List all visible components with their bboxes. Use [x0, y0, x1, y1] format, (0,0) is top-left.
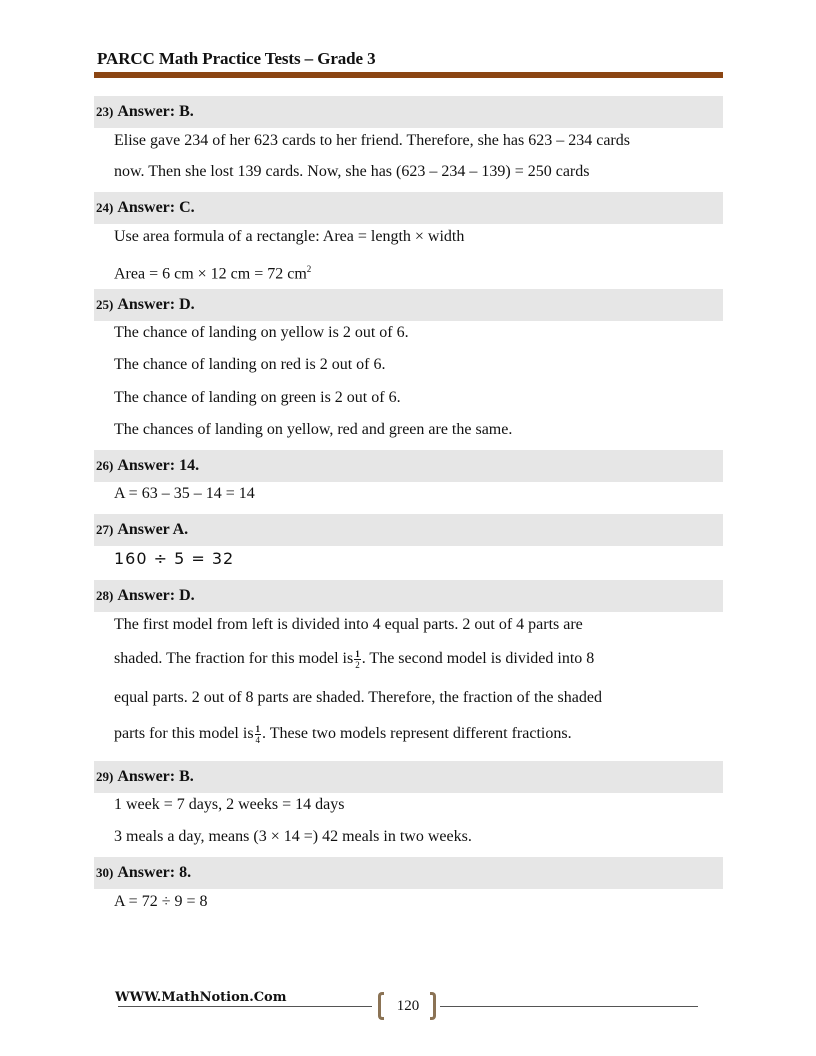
text-segment: . The second model is divided into 8 — [361, 650, 595, 668]
text-segment: . These two models represent different fractions. — [262, 725, 572, 743]
fraction-numerator: 1 — [355, 649, 360, 659]
answer-text-line — [114, 259, 311, 284]
superscript: 2 — [306, 264, 312, 274]
answer-label: Answer: C. — [117, 199, 195, 216]
footer-divider-right — [440, 1006, 698, 1007]
answer-label: Answer: B. — [117, 103, 194, 120]
answer-text-line: The chance of landing on yellow is 2 out of 6. — [114, 324, 409, 341]
page-number-bracket-left — [378, 992, 384, 1020]
answer-text-line: equal parts. 2 out of 8 parts are shaded. Therefore, the fraction of the shaded — [114, 689, 602, 706]
answer-text-line: 3 meals a day, means (3 × 14 =) 42 meals in two weeks. — [114, 828, 472, 845]
answer-label: Answer: D. — [117, 587, 195, 604]
fraction-denominator: 2 — [355, 660, 360, 670]
footer-divider-left — [118, 1006, 372, 1007]
page-number-bracket-right — [430, 992, 436, 1020]
footer-website: WWW.MathNotion.Com — [115, 990, 287, 1005]
fraction-one-half — [354, 649, 361, 670]
question-number: 30) — [96, 865, 114, 880]
answer-text-line: now. Then she lost 139 cards. Now, she has (623 – 234 – 139) = 250 cards — [114, 163, 590, 180]
answer-text-line: Elise gave 234 of her 623 cards to her friend. Therefore, she has 623 – 234 cards — [114, 132, 630, 149]
answer-text-line: The first model from left is divided into 4 equal parts. 2 out of 4 parts are — [114, 616, 583, 633]
answer-heading-28 — [94, 580, 723, 612]
question-number: 27) — [96, 522, 114, 537]
answer-heading-29 — [94, 761, 723, 793]
answer-label: Answer: 14. — [117, 457, 200, 474]
answer-heading-24 — [94, 192, 723, 224]
page-number: 120 — [396, 998, 420, 1014]
answer-text-line: A = 63 – 35 – 14 = 14 — [114, 485, 255, 502]
question-number: 28) — [96, 588, 114, 603]
answer-text-line: Use area formula of a rectangle: Area = length × width — [114, 228, 465, 245]
question-number: 24) — [96, 200, 114, 215]
answer-math-line: 160 ÷ 5 = 32 — [114, 549, 235, 568]
text-segment: shaded. The fraction for this model is — [114, 650, 354, 668]
question-number: 29) — [96, 769, 114, 784]
answer-label: Answer A. — [117, 521, 189, 538]
answer-heading-27 — [94, 514, 723, 546]
question-number: 25) — [96, 297, 114, 312]
answer-label: Answer: 8. — [117, 864, 192, 881]
page-header-title: PARCC Math Practice Tests – Grade 3 — [97, 49, 376, 68]
answer-label: Answer: B. — [117, 768, 194, 785]
header-divider — [94, 72, 723, 78]
answer-text-line: The chance of landing on green is 2 out of 6. — [114, 389, 401, 406]
answer-label: Answer: D. — [117, 296, 195, 313]
answer-text-line — [114, 724, 572, 745]
fraction-one-quarter — [255, 724, 262, 745]
answer-text-line: The chance of landing on red is 2 out of 6. — [114, 356, 386, 373]
answer-text-line: 1 week = 7 days, 2 weeks = 14 days — [114, 796, 345, 813]
area-equation: Area = 6 cm × 12 cm = 72 cm — [114, 265, 307, 283]
answer-heading-30 — [94, 857, 723, 889]
answer-text-line — [114, 649, 594, 670]
answer-heading-26 — [94, 450, 723, 482]
answer-text-line: A = 72 ÷ 9 = 8 — [114, 893, 208, 910]
question-number: 23) — [96, 104, 114, 119]
answer-heading-25 — [94, 289, 723, 321]
answer-heading-23 — [94, 96, 723, 128]
fraction-numerator: 1 — [255, 724, 261, 734]
text-segment: parts for this model is — [114, 725, 254, 743]
answer-text-line: The chances of landing on yellow, red and green are the same. — [114, 421, 513, 438]
question-number: 26) — [96, 458, 114, 473]
fraction-denominator: 4 — [255, 735, 261, 745]
